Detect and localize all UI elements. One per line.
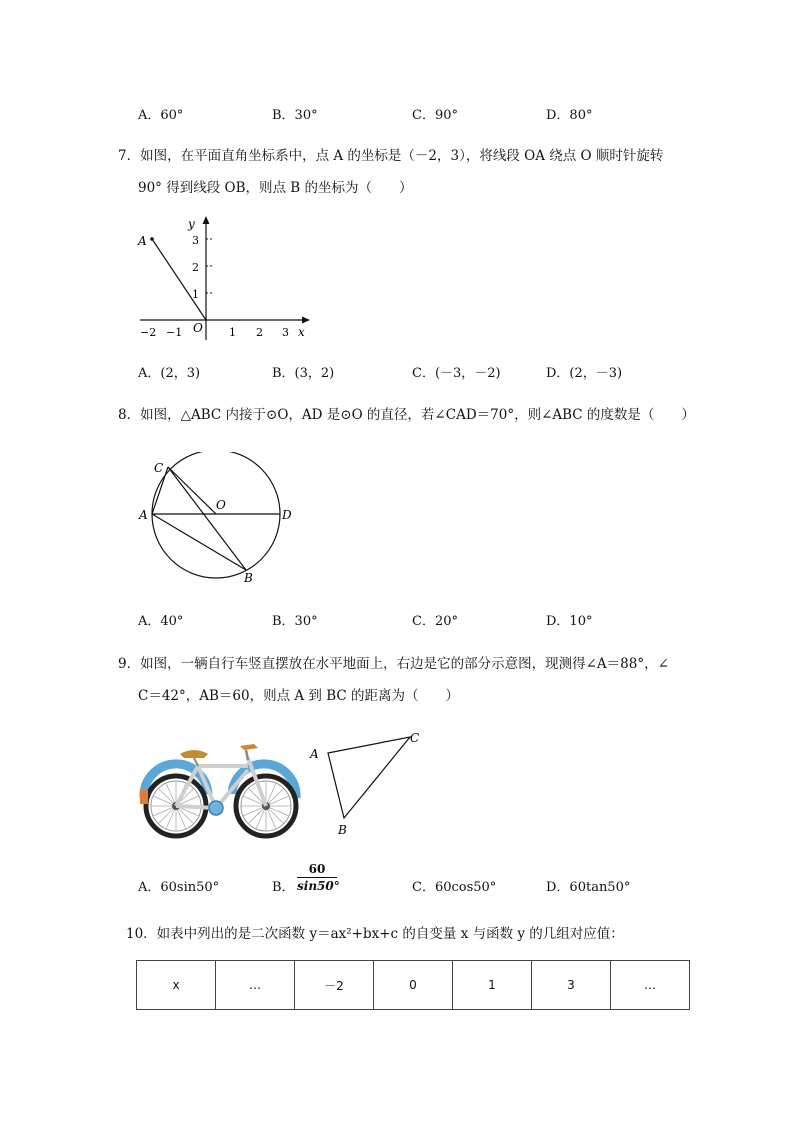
q7-coordinate-figure xyxy=(130,208,320,348)
label-o: O xyxy=(216,498,226,512)
segment-ab xyxy=(152,514,246,570)
rear-reflector xyxy=(140,790,148,804)
label-origin: O xyxy=(193,321,203,335)
q7-option-a: A．(2，3) xyxy=(138,366,201,381)
q8-option-b: B．30° xyxy=(272,614,318,629)
q9-triangle-figure xyxy=(306,730,426,840)
q9-option-b-fraction xyxy=(297,862,340,893)
segment-oa xyxy=(152,239,206,320)
q9-option-d: D．60tan50° xyxy=(546,880,631,895)
label-c: C xyxy=(410,731,420,745)
triangle-abc xyxy=(328,737,410,818)
q9-option-b-prefix: B． xyxy=(272,880,295,895)
q7-option-b: B．(3，2) xyxy=(272,366,335,381)
q7-stem-line1: 7．如图，在平面直角坐标系中，点 A 的坐标是（－2，3），将线段 OA 绕点 O 顺时针旋转 xyxy=(118,148,664,164)
segment-cb xyxy=(168,467,246,570)
x-tick-neg2: −2 xyxy=(140,326,157,339)
label-c: C xyxy=(154,461,164,475)
x-tick-1: 1 xyxy=(229,326,236,339)
q8-option-d: D．10° xyxy=(546,614,593,629)
table-row xyxy=(137,961,690,1010)
q8-stem-line1: 8．如图，△ABC 内接于⊙O，AD 是⊙O 的直径，若∠CAD＝70°，则∠ABC 的度数是（ ） xyxy=(118,407,695,423)
table-cell: … xyxy=(611,961,690,1010)
handlebar-grip xyxy=(240,744,258,750)
label-a: A xyxy=(138,234,147,248)
q8-option-a: A．40° xyxy=(138,614,184,629)
q6-option-b: B．30° xyxy=(272,108,318,123)
label-x: x xyxy=(298,325,305,339)
q9-stem-line1: 9．如图，一辆自行车竖直摆放在水平地面上，右边是它的部分示意图，现测得∠A＝88°，∠ xyxy=(118,656,669,672)
table-cell: 0 xyxy=(374,961,453,1010)
label-a: A xyxy=(139,508,148,522)
label-b: B xyxy=(244,571,253,585)
q9-option-a: A．60sin50° xyxy=(138,880,220,895)
y-axis-arrow xyxy=(203,216,210,224)
fraction-denominator: sin50° xyxy=(297,879,340,893)
q8-circle-figure xyxy=(130,452,310,587)
q9-stem-line2: C＝42°，AB＝60，则点 A 到 BC 的距离为（ ） xyxy=(138,688,460,704)
table-cell: 1 xyxy=(453,961,532,1010)
q7-option-c: C．(－3，－2) xyxy=(412,366,501,381)
table-cell: … xyxy=(216,961,295,1010)
bicycle-illustration xyxy=(136,736,302,840)
label-y: y xyxy=(188,217,195,231)
q6-option-a: A．60° xyxy=(138,108,184,123)
q10-stem-line1: 10．如表中列出的是二次函数 y＝ax²+bx+c 的自变量 x 与函数 y 的几组对应值： xyxy=(126,926,624,942)
q6-option-d: D．80° xyxy=(546,108,593,123)
q6-option-c: C．90° xyxy=(412,108,458,123)
y-tick-1: 1 xyxy=(192,288,199,301)
chainring xyxy=(209,801,223,815)
y-tick-3: 3 xyxy=(192,234,199,247)
q10-value-table xyxy=(136,960,690,1010)
fraction-numerator: 60 xyxy=(308,862,326,876)
q9-option-c: C．60cos50° xyxy=(412,880,497,895)
y-tick-2: 2 xyxy=(192,261,199,274)
q8-option-c: C．20° xyxy=(412,614,458,629)
table-cell: x xyxy=(137,961,216,1010)
x-tick-3: 3 xyxy=(282,326,289,339)
x-tick-2: 2 xyxy=(256,326,263,339)
fraction-bar xyxy=(297,877,337,878)
q7-stem-line2: 90° 得到线段 OB，则点 B 的坐标为（ ） xyxy=(138,180,413,196)
x-axis-arrow xyxy=(302,317,310,324)
table-cell: －2 xyxy=(295,961,374,1010)
label-d: D xyxy=(282,508,292,522)
x-tick-neg1: −1 xyxy=(166,326,183,339)
point-a xyxy=(150,237,154,241)
label-a: A xyxy=(310,747,319,761)
saddle xyxy=(180,750,208,758)
q7-option-d: D．(2，－3) xyxy=(546,366,623,381)
table-cell: 3 xyxy=(532,961,611,1010)
label-b: B xyxy=(338,823,347,837)
segment-co xyxy=(168,467,216,514)
